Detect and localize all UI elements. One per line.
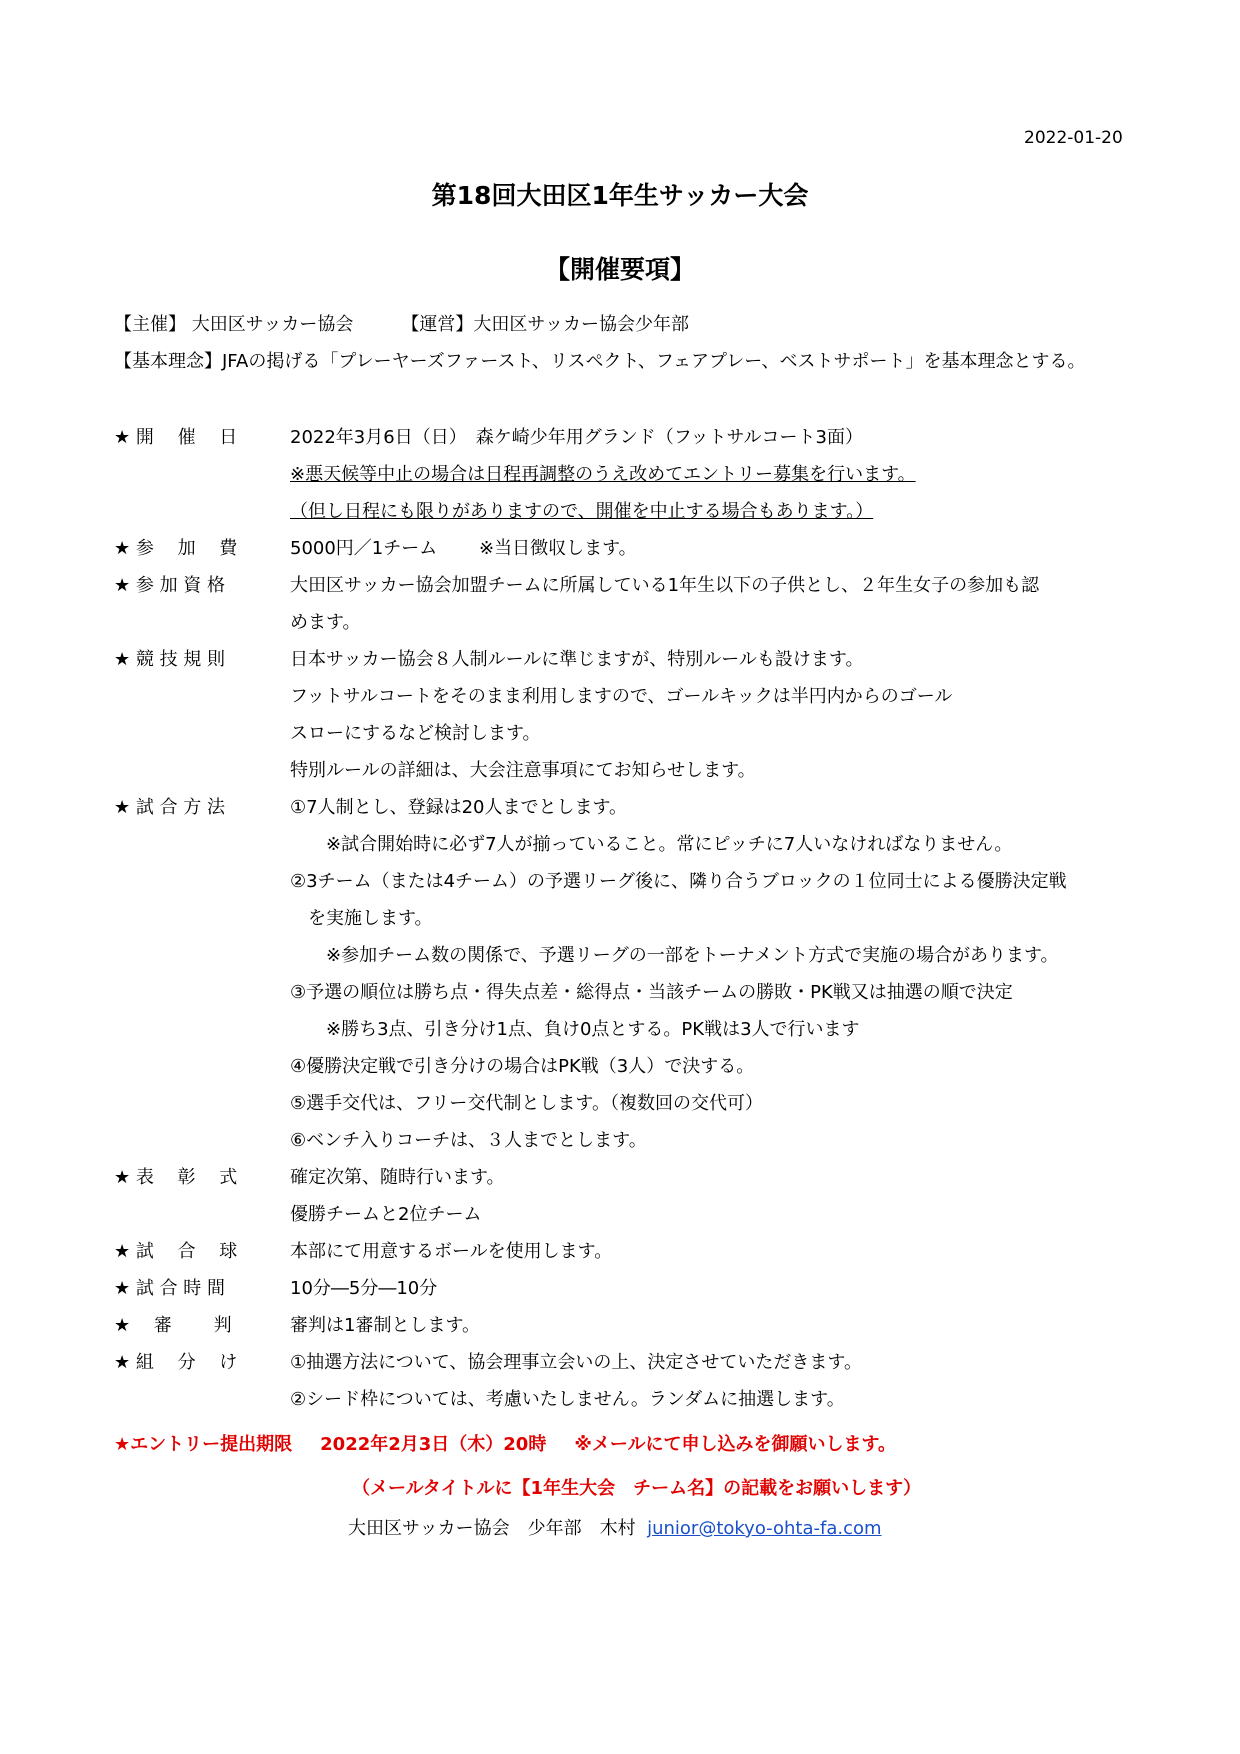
requirement-label: ★ 審 判 bbox=[114, 1315, 232, 1336]
host-text: 【主催】 大田区サッカー協会 bbox=[114, 314, 354, 335]
organizer-line bbox=[114, 306, 689, 343]
requirement-text: 審判は1審制とします。 bbox=[290, 1315, 481, 1336]
requirement-text: ⑥ベンチ入りコーチは、３人までとします。 bbox=[290, 1130, 647, 1151]
requirement-text: めます。 bbox=[290, 612, 361, 633]
requirement-text: ※勝ち3点、引き分け1点、負け0点とする。PK戦は3人で行います bbox=[290, 1019, 860, 1040]
requirement-text: ②3チーム（または4チーム）の予選リーグ後に、隣り合うブロックの１位同士による優勝決定戦 bbox=[290, 871, 1067, 892]
entry-note: （メールタイトルに【1年生大会 チーム名】の記載をお願いします） bbox=[352, 1478, 922, 1499]
entry-deadline-line bbox=[114, 1430, 896, 1456]
requirement-text: ②シード枠については、考慮いたしません。ランダムに抽選します。 bbox=[290, 1389, 845, 1410]
contact-email-link[interactable]: junior@tokyo-ohta-fa.com bbox=[647, 1518, 882, 1539]
requirement-text: 確定次第、随時行います。 bbox=[290, 1167, 505, 1188]
requirement-text: （但し日程にも限りがありますので、開催を中止する場合もあります。） bbox=[290, 501, 874, 522]
requirement-label: ★ 開 催 日 bbox=[114, 427, 238, 448]
requirement-label: ★ 表 彰 式 bbox=[114, 1167, 238, 1188]
requirement-text: 2022年3月6日（日） 森ケ崎少年用グランド（フットサルコート3面） bbox=[290, 427, 864, 448]
requirement-text: 大田区サッカー協会加盟チームに所属している1年生以下の子供とし、２年生女子の参加も認 bbox=[290, 575, 1040, 596]
deadline-label: ★エントリー提出期限 bbox=[114, 1434, 293, 1455]
requirement-text: 日本サッカー協会８人制ルールに準じますが、特別ルールも設けます。 bbox=[290, 649, 864, 670]
requirement-text: 優勝チームと2位チーム bbox=[290, 1204, 482, 1225]
requirement-text: ①抽選方法について、協会理事立会いの上、決定させていただきます。 bbox=[290, 1352, 862, 1373]
requirement-text: を実施します。 bbox=[290, 908, 433, 929]
requirement-text: 特別ルールの詳細は、大会注意事項にてお知らせします。 bbox=[290, 760, 756, 781]
requirement-text: ※試合開始時に必ず7人が揃っていること。常にピッチに7人いなければなりません。 bbox=[290, 834, 1013, 855]
requirement-text: ※悪天候等中止の場合は日程再調整のうえ改めてエントリー募集を行います。 bbox=[290, 464, 916, 485]
requirement-text: フットサルコートをそのまま利用しますので、ゴールキックは半円内からのゴール bbox=[290, 686, 953, 707]
document-date: 2022-01-20 bbox=[1024, 128, 1123, 148]
document-subtitle: 【開催要項】 bbox=[544, 255, 695, 284]
document-title: 第18回大田区1年生サッカー大会 bbox=[431, 181, 809, 210]
requirement-text: 本部にて用意するボールを使用します。 bbox=[290, 1241, 613, 1262]
requirement-text: スローにするなど検討します。 bbox=[290, 723, 541, 744]
requirement-text: ①7人制とし、登録は20人までとします。 bbox=[290, 797, 628, 818]
philosophy-text: 【基本理念】JFAの掲げる「プレーヤーズファースト、リスペクト、フェアプレー、ベストサポート」を基本理念とする。 bbox=[114, 351, 1086, 372]
requirement-label: ★ 参 加 費 bbox=[114, 538, 238, 559]
requirement-text: ※参加チーム数の関係で、予選リーグの一部をトーナメント方式で実施の場合があります。 bbox=[290, 945, 1059, 966]
requirement-text: 5000円／1チーム ※当日徴収します。 bbox=[290, 538, 637, 559]
requirement-text: ⑤選手交代は、フリー交代制とします。（複数回の交代可） bbox=[290, 1093, 763, 1114]
requirement-label: ★ 試 合 方 法 bbox=[114, 797, 226, 818]
contact-line bbox=[348, 1514, 882, 1540]
requirement-label: ★ 試 合 時 間 bbox=[114, 1278, 226, 1299]
requirement-label: ★ 組 分 け bbox=[114, 1352, 238, 1373]
deadline-value: 2022年2月3日（木）20時 bbox=[320, 1434, 547, 1455]
requirement-label: ★ 参 加 資 格 bbox=[114, 575, 226, 596]
requirement-label: ★ 競 技 規 則 bbox=[114, 649, 226, 670]
requirement-text: ③予選の順位は勝ち点・得失点差・総得点・当該チームの勝敗・PK戦又は抽選の順で決定 bbox=[290, 982, 1013, 1003]
entry-method: ※メールにて申し込みを御願いします。 bbox=[574, 1434, 897, 1455]
contact-name: 大田区サッカー協会 少年部 木村 bbox=[348, 1518, 636, 1539]
requirement-text: ④優勝決定戦で引き分けの場合はPK戦（3人）で決する。 bbox=[290, 1056, 755, 1077]
requirement-text: 10分―5分―10分 bbox=[290, 1278, 438, 1299]
operation-text: 【運営】大田区サッカー協会少年部 bbox=[401, 314, 690, 335]
requirement-label: ★ 試 合 球 bbox=[114, 1241, 238, 1262]
